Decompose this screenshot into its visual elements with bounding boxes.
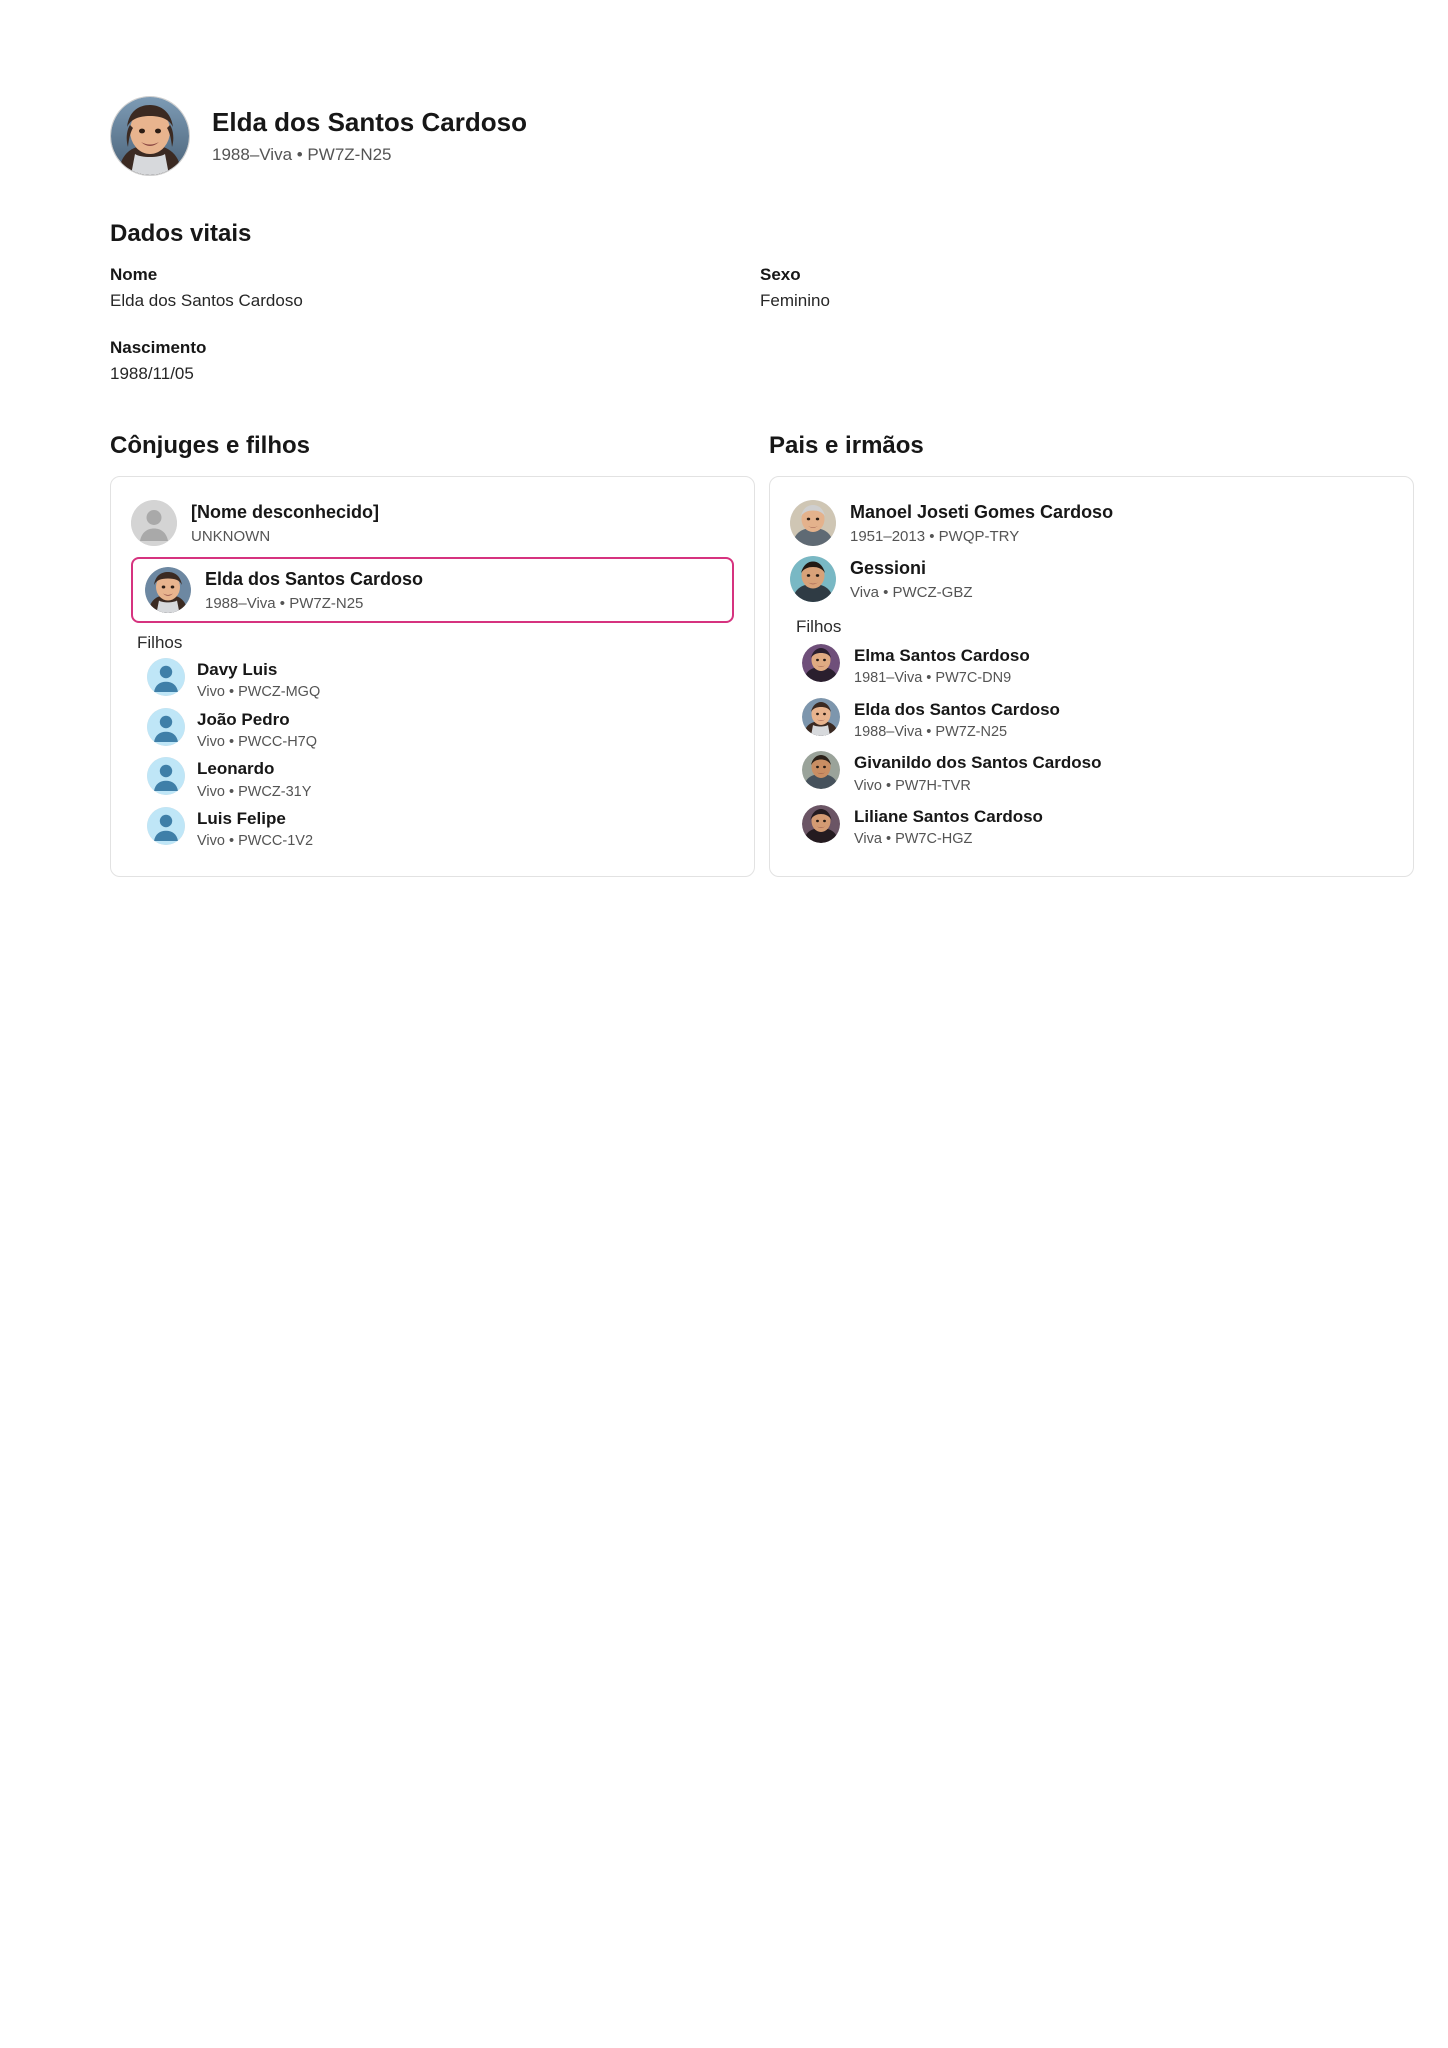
man-photo-avatar [802,751,840,789]
list-item-text [205,567,423,613]
person-name: Elda dos Santos Cardoso [205,569,424,589]
person-header-meta: 1988–Viva • PW7Z-N25 [212,144,392,164]
field-value-nascimento: 1988/11/05 [110,363,194,383]
person-name: Givanildo dos Santos Cardoso [854,753,1102,773]
list-item-sibling[interactable] [802,746,1393,800]
person-name: Elma Santos Cardoso [854,646,1030,665]
list-item-text [850,500,1113,546]
avatar[interactable] [802,805,840,843]
vitals-field-sexo [760,262,1338,313]
avatar[interactable] [802,644,840,682]
field-label-nome: Nome [110,265,158,284]
vitals-field-nome [110,262,760,313]
children-label: Filhos [137,633,183,652]
person-name: Luis Felipe [197,808,286,828]
male-silhouette-avatar [147,807,185,845]
avatar[interactable] [147,757,185,795]
avatar[interactable] [802,751,840,789]
woman-photo-avatar [802,698,840,736]
field-label-nascimento: Nascimento [110,338,207,357]
male-silhouette-avatar [147,757,185,795]
list-item-child[interactable] [147,804,734,854]
spouses-children-column [110,432,755,877]
list-item-parent[interactable] [790,551,1393,607]
person-meta: Viva • PWCZ-GBZ [850,583,973,601]
vitals-field-empty [760,335,1338,386]
avatar[interactable] [790,500,836,546]
vitals-title: Dados vitais [110,220,252,247]
male-silhouette-avatar [147,658,185,696]
list-item-text [854,644,1030,688]
page-title: Elda dos Santos Cardoso [212,107,527,138]
woman-photo-avatar [802,805,840,843]
avatar[interactable] [145,567,191,613]
vitals-field-nascimento [110,335,760,386]
person-header [110,96,1338,176]
person-name: Leonardo [197,759,275,779]
person-meta: UNKNOWN [191,527,271,545]
person-meta: 1988–Viva • PW7Z-N25 [854,723,1008,740]
list-item-text [197,807,313,851]
vitals-grid [110,262,1338,386]
woman-photo-avatar [802,644,840,682]
person-meta: 1981–Viva • PW7C-DN9 [854,670,1012,687]
field-label-sexo: Sexo [760,265,801,284]
person-name: Liliane Santos Cardoso [854,806,1043,826]
list-item-sibling[interactable] [802,693,1393,747]
list-item-child[interactable] [147,655,734,705]
person-meta: Vivo • PWCC-H7Q [197,733,318,750]
list-item-sibling[interactable] [802,639,1393,693]
list-item-text [191,500,379,546]
person-name: João Pedro [197,709,290,729]
unknown-person-avatar [131,500,177,546]
person-meta: Viva • PW7C-HGZ [854,831,973,848]
spouses-children-title: Cônjuges e filhos [110,432,311,459]
person-meta: Vivo • PWCC-1V2 [197,833,314,850]
focus-person-row[interactable] [131,557,734,623]
list-item-text [854,698,1060,742]
person-meta: 1951–2013 • PWQP-TRY [850,527,1020,545]
male-silhouette-avatar [147,708,185,746]
person-meta: 1988–Viva • PW7Z-N25 [205,594,364,612]
person-name: Elda dos Santos Cardoso [854,699,1060,719]
siblings-label: Filhos [796,617,842,636]
vitals-section [110,220,1338,386]
woman-photo-avatar [790,556,836,602]
field-value-nome: Elda dos Santos Cardoso [110,290,303,310]
avatar[interactable] [147,658,185,696]
family-columns [110,432,1338,877]
parents-siblings-card [769,476,1414,877]
list-item-text [850,556,972,602]
list-item-text [197,658,320,702]
list-item-text [854,805,1043,849]
list-item-text [197,757,311,801]
list-item-focus-person [145,567,720,613]
list-item-sibling[interactable] [802,800,1393,854]
person-meta: Vivo • PWCZ-31Y [197,783,312,800]
field-value-sexo: Feminino [760,290,830,310]
parents-siblings-column [769,432,1414,877]
person-header-text [212,107,527,164]
list-item-text [854,751,1101,795]
parents-siblings-title: Pais e irmãos [769,432,924,459]
children-list [147,655,734,854]
spouses-children-card [110,476,755,877]
man-photo-avatar [790,500,836,546]
person-name: Gessioni [850,558,927,578]
avatar[interactable] [147,807,185,845]
avatar[interactable] [790,556,836,602]
list-item-child[interactable] [147,705,734,755]
person-meta: Vivo • PWCZ-MGQ [197,684,321,701]
woman-photo-avatar [111,97,189,175]
list-item-spouse[interactable] [131,495,734,551]
siblings-list [802,639,1393,854]
list-item-parent[interactable] [790,495,1393,551]
person-name: Manoel Joseti Gomes Cardoso [850,502,1114,522]
avatar[interactable] [131,500,177,546]
woman-photo-avatar [145,567,191,613]
avatar[interactable] [147,708,185,746]
list-item-text [197,708,317,752]
avatar[interactable] [802,698,840,736]
person-name: Davy Luis [197,660,278,679]
person-meta: Vivo • PW7H-TVR [854,777,971,794]
list-item-child[interactable] [147,754,734,804]
person-name: [Nome desconhecido] [191,502,380,522]
avatar[interactable] [110,96,190,176]
